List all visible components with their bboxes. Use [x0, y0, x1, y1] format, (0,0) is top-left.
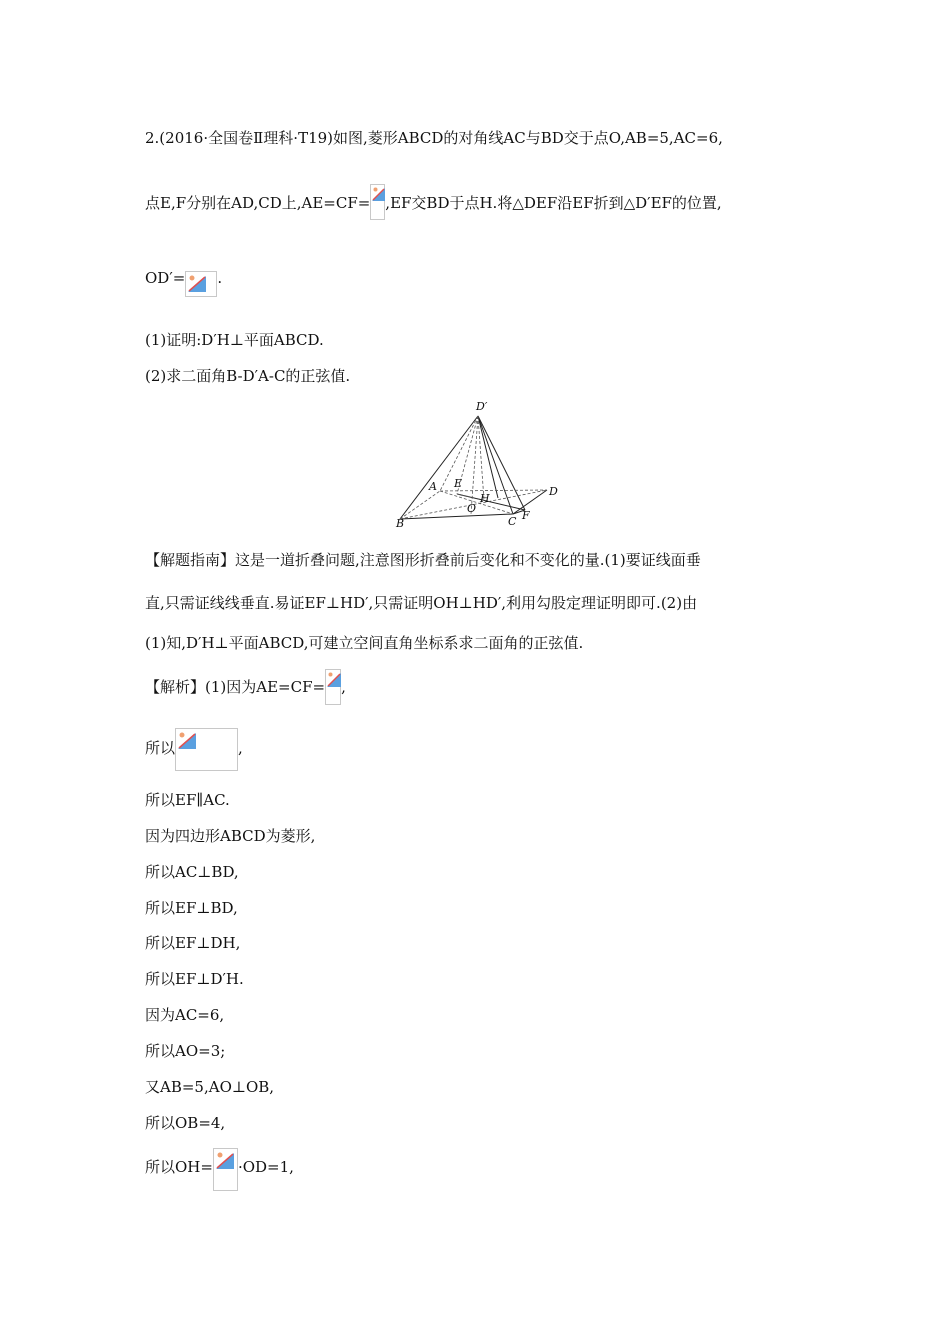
broken-image-icon	[185, 271, 217, 297]
problem-line-3-text-a: OD′=	[145, 269, 186, 287]
solution-step: 所以AO=3;	[145, 1042, 226, 1060]
problem-line-3	[145, 268, 222, 294]
problem-line-2-text-a: 点E,F分别在AD,CD上,AE=CF=	[145, 194, 371, 212]
solution-step: 因为AC=6,	[145, 1006, 225, 1024]
problem-line-2-text-b: ,EF交BD于点H.将△DEF沿EF折到△D′EF的位置,	[385, 194, 722, 212]
label-b: B	[396, 517, 405, 530]
solution-last-text-b: ·OD=1,	[237, 1158, 294, 1176]
label-a: A	[429, 480, 437, 493]
solution-so1	[145, 738, 243, 781]
broken-image-icon	[213, 1148, 238, 1191]
label-e: E	[454, 477, 463, 490]
problem-line-3-text-b: .	[217, 269, 223, 287]
question-2: (2)求二面角B-D′A-C的正弦值.	[145, 367, 351, 385]
guide-line-1: 【解题指南】这是一道折叠问题,注意图形折叠前后变化和不变化的量.(1)要证线面垂	[145, 551, 701, 569]
solution-so1-end: ,	[238, 739, 243, 757]
guide-line-3: (1)知,D′H⊥平面ABCD,可建立空间直角坐标系求二面角的正弦值.	[145, 634, 584, 652]
label-d-prime: D′	[476, 400, 488, 413]
problem-line-2	[145, 193, 722, 229]
question-1: (1)证明:D′H⊥平面ABCD.	[145, 331, 324, 349]
solution-intro-text: 【解析】(1)因为AE=CF=	[145, 678, 326, 696]
broken-image-icon	[175, 728, 238, 771]
solution-last	[145, 1157, 294, 1200]
solution-intro	[145, 677, 346, 713]
solution-last-text-a: 所以OH=	[145, 1158, 213, 1176]
problem-line-1: 2.(2016·全国卷Ⅱ理科·T19)如图,菱形ABCD的对角线AC与BD交于点O,AB=5,AC=6,	[145, 129, 723, 147]
solution-step: 又AB=5,AO⊥OB,	[145, 1078, 275, 1096]
label-d: D	[549, 485, 558, 498]
solution-step: 所以EF∥AC.	[145, 791, 230, 809]
solution-step: 所以EF⊥DH,	[145, 934, 241, 952]
solution-so1-text: 所以	[145, 739, 176, 757]
solution-step: 所以AC⊥BD,	[145, 863, 239, 881]
broken-image-icon	[325, 669, 341, 705]
guide-line-2: 直,只需证线线垂直.易证EF⊥HD′,只需证明OH⊥HD′,利用勾股定理证明即可.(2)由	[145, 594, 698, 612]
label-h: H	[480, 492, 490, 505]
solution-step: 所以EF⊥D′H.	[145, 970, 244, 988]
label-o: O	[467, 502, 477, 515]
solution-step: 所以OB=4,	[145, 1114, 226, 1132]
label-c: C	[508, 515, 517, 528]
folded-rhombus-figure	[392, 398, 564, 532]
solution-step: 所以EF⊥BD,	[145, 899, 238, 917]
solution-step: 因为四边形ABCD为菱形,	[145, 827, 316, 845]
solution-intro-end: ,	[341, 678, 346, 696]
broken-image-icon	[370, 184, 385, 220]
label-f: F	[522, 509, 530, 522]
